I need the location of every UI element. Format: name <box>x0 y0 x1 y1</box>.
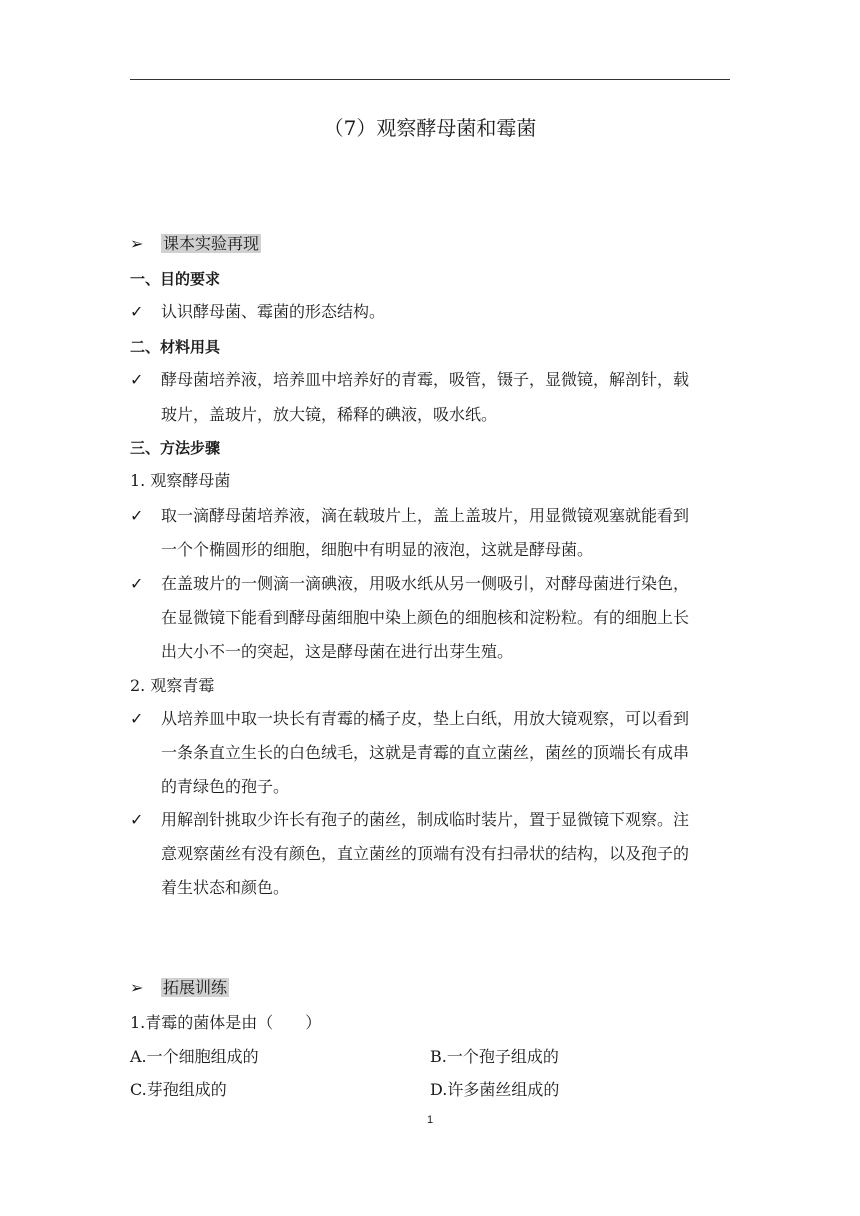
option-c: C.芽孢组成的 <box>130 1080 227 1099</box>
checkmark-icon: ✓ <box>130 506 144 525</box>
page-number: 1 <box>426 1114 434 1126</box>
checkmark-icon: ✓ <box>130 810 144 829</box>
arrow-bullet-icon: ➢ <box>130 978 144 997</box>
checkmark-icon: ✓ <box>130 302 144 321</box>
document-page: （7）观察酵母菌和霉菌 ➢ 课本实验再现 一、目的要求 ✓ 认识酵母菌、霉菌的形态结构。 二、材料用具 ✓ 酵母菌培养液，培养皿中培养好的青霉，吸管，镊子，显微镜，解剖针，载 玻片，盖玻片，放大镜，稀释的碘液，吸水纸。 三、方法步骤 1. 观察酵母菌 ✓ 取一滴酵母菌培养液，滴在载玻片上，盖上盖玻片，用显微镜观塞就能看到 一个个椭圆形的细胞，细胞中有明显的液泡，这就是酵母菌。 ✓ 在盖玻片的一侧滴一滴碘液，用吸水纸从另一侧吸引，对酵母菌进行染色， 在显微镜下能看到酵母菌细胞中染上颜色的细胞核和淀粉粒。有的细胞上长 出大小不一的突起，这是酵母菌在进行出芽生殖。 2. 观察青霉 ✓ 从培养皿中取一块长有青霉的橘子皮，垫上白纸，用放大镜观察，可以看到 一条条直立生长的白色绒毛，这就是青霉的直立菌丝，菌丝的顶端长有成串 的青绿色的孢子。 ✓ 用解剖针挑取少许长有孢子的菌丝，制成临时装片，置于显微镜下观察。注 意观察菌丝有没有颜色，直立菌丝的顶端有没有扫帚状的结构，以及孢子的 着生状态和颜色。 ➢ 拓展训练 1.青霉的菌体是由（ ） A.一个细胞组成的 B.一个孢子组成的 C.芽孢组成的 D.许多菌丝组成的 1 <box>0 0 860 1216</box>
section-label-textbook: 课本实验再现 <box>163 234 260 253</box>
header-rule <box>130 79 730 80</box>
section-label-extension: 拓展训练 <box>163 978 228 997</box>
step-label-penicillium: 2. 观察青霉 <box>130 676 215 695</box>
step-label-yeast: 1. 观察酵母菌 <box>130 471 231 490</box>
option-a: A.一个细胞组成的 <box>130 1047 259 1066</box>
checkmark-icon: ✓ <box>130 370 144 389</box>
question-stem: 1.青霉的菌体是由（ ） <box>130 1013 322 1032</box>
heading-materials: 二、材料用具 <box>130 338 221 356</box>
page-title: （7）观察酵母菌和霉菌 <box>323 116 537 140</box>
heading-methods: 三、方法步骤 <box>130 439 221 457</box>
checkmark-icon: ✓ <box>130 574 144 593</box>
heading-purpose: 一、目的要求 <box>130 270 221 288</box>
checkmark-icon: ✓ <box>130 709 144 728</box>
option-b: B.一个孢子组成的 <box>430 1047 559 1066</box>
option-d: D.许多菌丝组成的 <box>430 1080 560 1099</box>
arrow-bullet-icon: ➢ <box>130 234 144 253</box>
